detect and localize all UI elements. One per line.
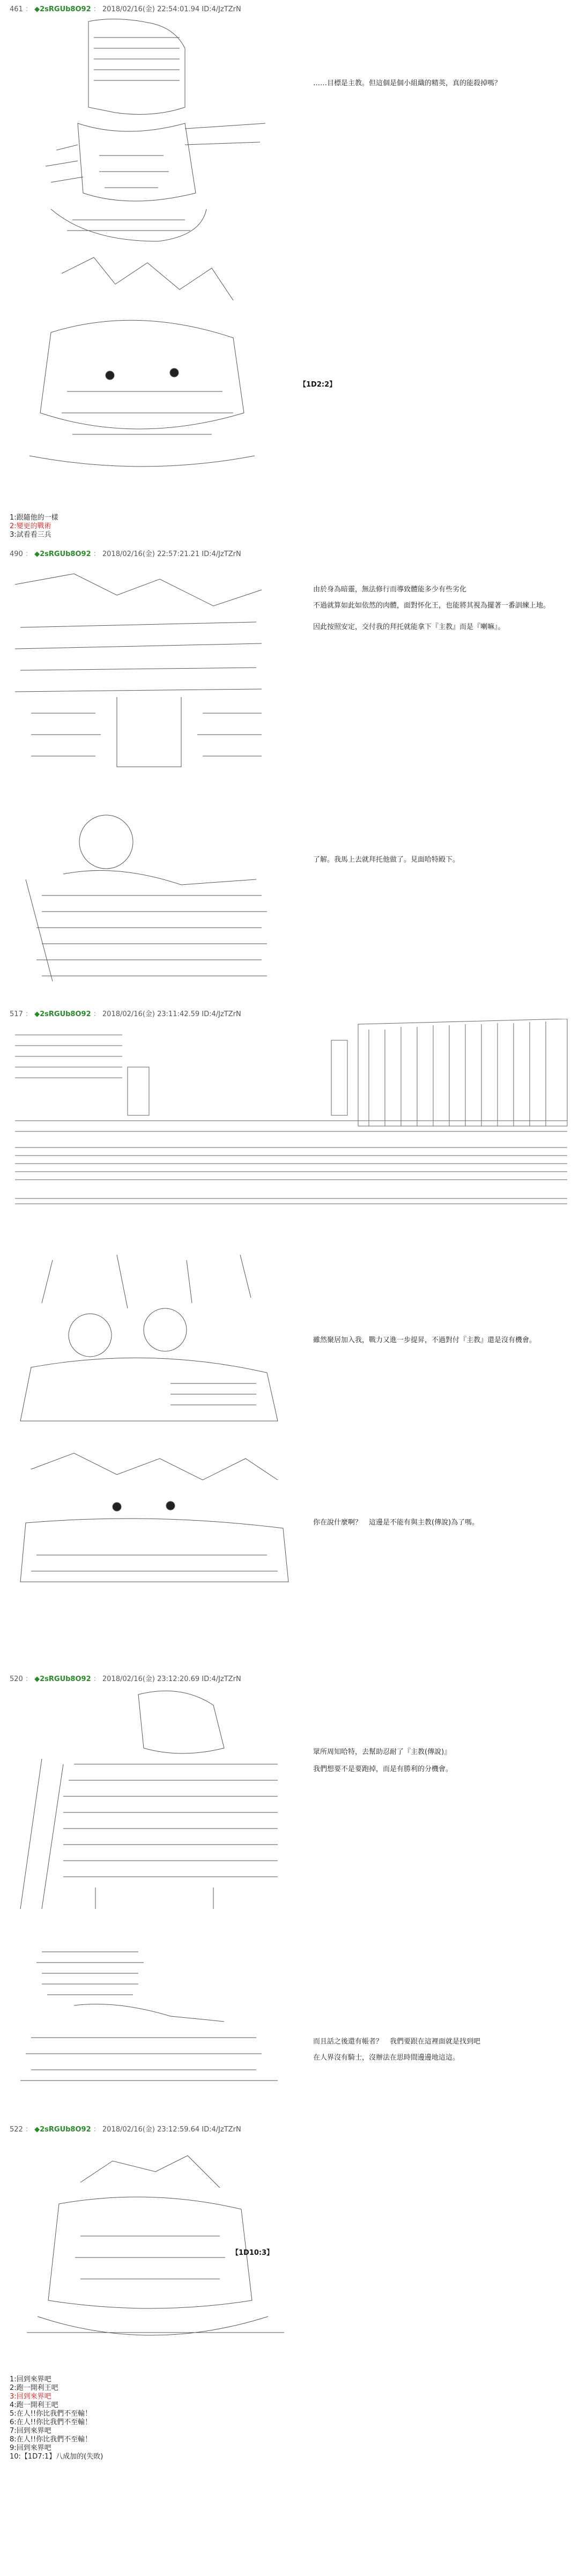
post-header: 490 ： ◆2sRGUb8O92 ： 2018/02/16(金) 22:57:21.21 ID:4/JzTZrN (10, 550, 241, 558)
poster-trip[interactable]: ◆2sRGUb8O92 (34, 1675, 91, 1683)
choice-item: 8:在人!!你比我們不至輸！ (10, 2436, 92, 2444)
ascii-art-building-icon (10, 1019, 573, 1212)
ascii-art-figure-icon (10, 804, 288, 992)
ascii-art-figure-icon (10, 1249, 288, 1426)
choice-item: 9:回到來界吧 (10, 2444, 51, 2452)
post-header: 520 ： ◆2sRGUb8O92 ： 2018/02/16(金) 23:12:20.69 ID:4/JzTZrN (10, 1675, 241, 1683)
poster-trip[interactable]: ◆2sRGUb8O92 (34, 1010, 91, 1018)
post-meta: 2018/02/16(金) 23:12:20.69 ID:4/JzTZrN (102, 1675, 241, 1683)
dialog-line: 眾所周知哈特，去幫助忍耐了『主教(傳說)』 (313, 1748, 451, 1756)
post-header: 461 ： ◆2sRGUb8O92 ： 2018/02/16(金) 22:54:01.94 ID:4/JzTZrN (10, 5, 241, 13)
post-meta: 2018/02/16(金) 22:54:01.94 ID:4/JzTZrN (102, 5, 241, 13)
choice-item: 1:跟隨他的一樣 (10, 514, 58, 522)
poster-trip[interactable]: ◆2sRGUb8O92 (34, 2126, 91, 2134)
choice-item-selected: 2:變更的戰術 (10, 522, 51, 530)
dialog-line: 我們想要不是要跑掉，而是有勝利的分機會。 (313, 1765, 453, 1773)
post-number: 517 (10, 1010, 23, 1018)
post-number: 490 (10, 550, 23, 558)
choice-item: 4:跑一開利王吧 (10, 2401, 58, 2409)
dialog-line: 你在說什麼啊？ 這邊是不能有與主教(傳說)為了嗎。 (313, 1519, 479, 1527)
ascii-art-figure-icon (24, 16, 271, 252)
dialog-line: 在人界沒有騎士，沒辦法在思時間邊邊地這這。 (313, 2054, 460, 2062)
choice-list (10, 514, 58, 539)
post-number: 461 (10, 5, 23, 13)
choice-item: 2:跑一開利王吧 (10, 2384, 58, 2392)
post-meta: 2018/02/16(金) 22:57:21.21 ID:4/JzTZrN (102, 550, 241, 558)
choice-item: 3:試看看三兵 (10, 531, 51, 539)
ascii-art-figure-icon (10, 1941, 288, 2091)
ascii-art-figure-icon (10, 1684, 294, 1914)
post-meta: 2018/02/16(金) 23:11:42.59 ID:4/JzTZrN (102, 1010, 241, 1018)
dice-label: 【1D2:2】 (299, 381, 337, 389)
post-number: 522 (10, 2126, 23, 2134)
choice-list (10, 2375, 103, 2461)
choice-item: 5:在人!!你比我們不至輸！ (10, 2410, 92, 2418)
dialog-line: 雖然聚居加入我，戰力又進一步提昇，不過對付『主教』還是沒有機會。 (313, 1336, 537, 1344)
dice-label: 【1D10:3】 (232, 2249, 274, 2257)
dialog-line: ……目標是主教。但這個是個小組織的精英，真的能殺掉嗎？ (313, 79, 502, 87)
choice-item: 1:回到來界吧 (10, 2375, 51, 2383)
dialog-line: 而且話之後還有帳者？ 我們要跟在這裡面就是找到吧 (313, 2038, 481, 2046)
ascii-art-scene-icon (10, 563, 278, 788)
post-header: 517 ： ◆2sRGUb8O92 ： 2018/02/16(金) 23:11:42.59 ID:4/JzTZrN (10, 1010, 241, 1018)
dialog-line: 由於身為暗靈，無法修行而導致體能多少有些劣化 (313, 586, 467, 594)
ascii-art-crowd-icon (19, 252, 271, 477)
choice-item: 6:在人!!你比我們不至輸！ (10, 2418, 92, 2426)
choice-item-selected: 3:回到來界吧 (10, 2393, 51, 2401)
post-meta: 2018/02/16(金) 23:12:59.64 ID:4/JzTZrN (102, 2126, 241, 2134)
dialog-line: 因此按照安定，交付我的拜托就能拿下『主教』而是『喇嘛』。 (313, 623, 505, 631)
poster-trip[interactable]: ◆2sRGUb8O92 (34, 550, 91, 558)
ascii-art-crowd-icon (10, 1448, 294, 1587)
dialog-line: 不過就算如此如依然的肉體，面對怀化王，也能將其視為擺著一番訓練上地。 (313, 602, 551, 610)
post-header: 522 ： ◆2sRGUb8O92 ： 2018/02/16(金) 23:12:59.64 ID:4/JzTZrN (10, 2126, 241, 2134)
dialog-line: 了解。我馬上去就拜托他做了。見面哈特殿下。 (313, 856, 460, 864)
post-number: 520 (10, 1675, 23, 1683)
poster-trip[interactable]: ◆2sRGUb8O92 (34, 5, 91, 13)
choice-item: 10:【1D7:1】八成加的(失敗) (10, 2453, 103, 2461)
choice-item: 7:回到來界吧 (10, 2427, 51, 2435)
